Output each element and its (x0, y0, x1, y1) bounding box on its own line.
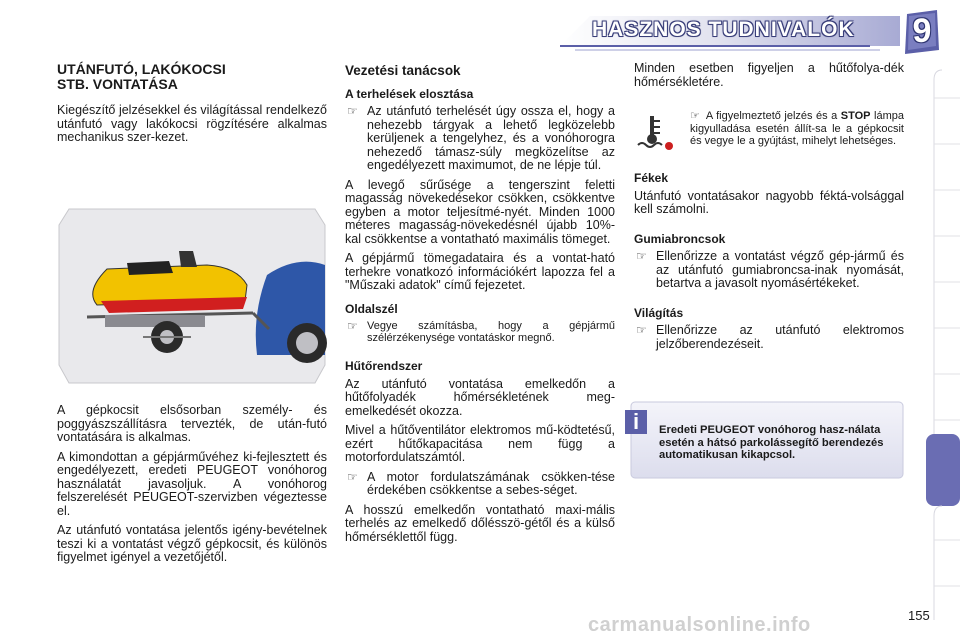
paragraph: Az utánfutó vontatása jelentős igény-bevételnek teszi ki a vontatást végző gépkocsit, és különös figyelmet igényel a vezetőjétől. (57, 523, 327, 564)
driving-tips-title: Vezetési tanácsok (345, 63, 461, 78)
subheading: Hűtőrendszer (345, 359, 423, 373)
bullet-item: ☞ Vegye számításba, hogy a gépjármű szélérzékenysége vontatáskor megnő. (347, 319, 615, 344)
paragraph: Utánfutó vontatásakor nagyobb féktá-volsággal kell számolni. (634, 188, 904, 216)
paragraph: A gépkocsit elsősorban személy- és poggyászszállításra tervezték, de után-futó vontatására is alkalmas. (57, 403, 327, 444)
page-number: 155 (908, 608, 930, 623)
subheading: Világítás (634, 305, 684, 320)
pointing-hand-icon: ☞ (347, 469, 358, 484)
bullet-item: ☞ Ellenőrizze az utánfutó elektromos jelzőberendezéseit. (636, 323, 904, 351)
paragraph: Az utánfutó vontatása emelkedőn a hűtőfolyadék hőmérsékletének meg-emelkedését okozza. (345, 376, 615, 418)
pointing-hand-icon: ☞ (636, 249, 647, 263)
subheading: Gumiabroncsok (634, 231, 726, 246)
stop-label: STOP (840, 110, 871, 122)
column-3-bottom (634, 172, 904, 357)
watermark: carmanualsonline.info (588, 614, 811, 636)
bullet-item: ☞ A motor fordulatszámának csökken-tése érdekében csökkentse a sebes-séget. (347, 469, 615, 497)
coolant-temperature-warning-icon (636, 114, 676, 152)
bullet-item: ☞ Ellenőrizze a vontatást végző gép-jármű és az utánfutó gumiabroncsa-inak nyomását, betartva a javasolt nyomásértékeket. (636, 249, 904, 290)
column-1-top (57, 62, 327, 151)
section-title: UTÁNFUTÓ, LAKÓKOCSI STB. VONTATÁSA (57, 61, 226, 92)
pointing-hand-icon: ☞ (347, 104, 358, 118)
info-text: Eredeti PEUGEOT vonóhorog hasz-nálata esetén a hátsó parkolássegítő berendezés automatikusan kikapcsol. (659, 424, 884, 461)
chapter-side-tabs[interactable] (924, 60, 960, 640)
warning-note: ☞ A figyelmeztető jelzés és a STOP lámpa kigyulladása esetén állít-sa le a gépkocsit és vegye le a gyújtást, mihelyt lehetséges. (690, 110, 904, 147)
bullet-item: ☞ Az utánfutó terhelését úgy ossza el, hogy a nehezebb tárgyak a lehető legközelebb kerüljenek a tengelyhez, és a vonóhorogra nehezedő támasz-súly megközelítse az engedélyezett maximumot, de ne lépje túl. (347, 104, 615, 172)
subheading: Fékek (634, 171, 669, 185)
paragraph: Mivel a hűtőventilátor elektromos mű-ködtetésű, ezért hűtőkapacitása nem függ a motorfordulatszámtól. (345, 423, 615, 464)
intro-paragraph: Kiegészítő jelzésekkel és világítással rendelkező utánfutó vagy lakókocsi rögzítésére alkalmas mechanikus szer-kezet. (57, 103, 327, 144)
paragraph: A hosszú emelkedőn vontatható maxi-mális terhelés az emelkedő dőlésszö-gétől és a külső hőmérséklettől függ. (345, 502, 615, 544)
subheading: A terhelések elosztása (345, 86, 474, 101)
subheading: Oldalszél (345, 301, 398, 316)
pointing-hand-icon: ☞ (636, 323, 647, 337)
column-3-top (634, 62, 904, 95)
chapter-number: 9 (912, 12, 932, 50)
paragraph: Minden esetben figyeljen a hűtőfolya-dék hőmérsékletére. (634, 61, 904, 89)
paragraph: A kimondottan a gépjárművéhez ki-fejlesztett és engedélyezett, eredeti PEUGEOT vonóhorog használatát javasoljuk. A vonóhorog felszerelését PEUGEOT-szervizben végeztesse el. (57, 449, 327, 518)
page-header-title: HASZNOS TUDNIVALÓK (592, 18, 855, 41)
paragraph: A gépjármű tömegadataira és a vontat-ható terhekre vonatkozó információkért lapozza fel a "Műszaki adatok" című fejezetet. (345, 251, 615, 292)
pointing-hand-icon: ☞ (347, 319, 358, 333)
column-2 (345, 64, 615, 550)
pointing-hand-icon: ☞ (690, 110, 700, 122)
towing-illustration (57, 205, 327, 387)
column-1-bottom (57, 404, 327, 571)
info-icon: i (632, 409, 640, 434)
paragraph: A levegő sűrűsége a tengerszint feletti magasság növekedésekor csökken, csökkentve egyben a motor teljesítmé-nyét. Minden 1000 méteres magasság-növekedésnél újabb 10%-kal csökkentse a vontatható maximális tömeget. (345, 177, 615, 246)
